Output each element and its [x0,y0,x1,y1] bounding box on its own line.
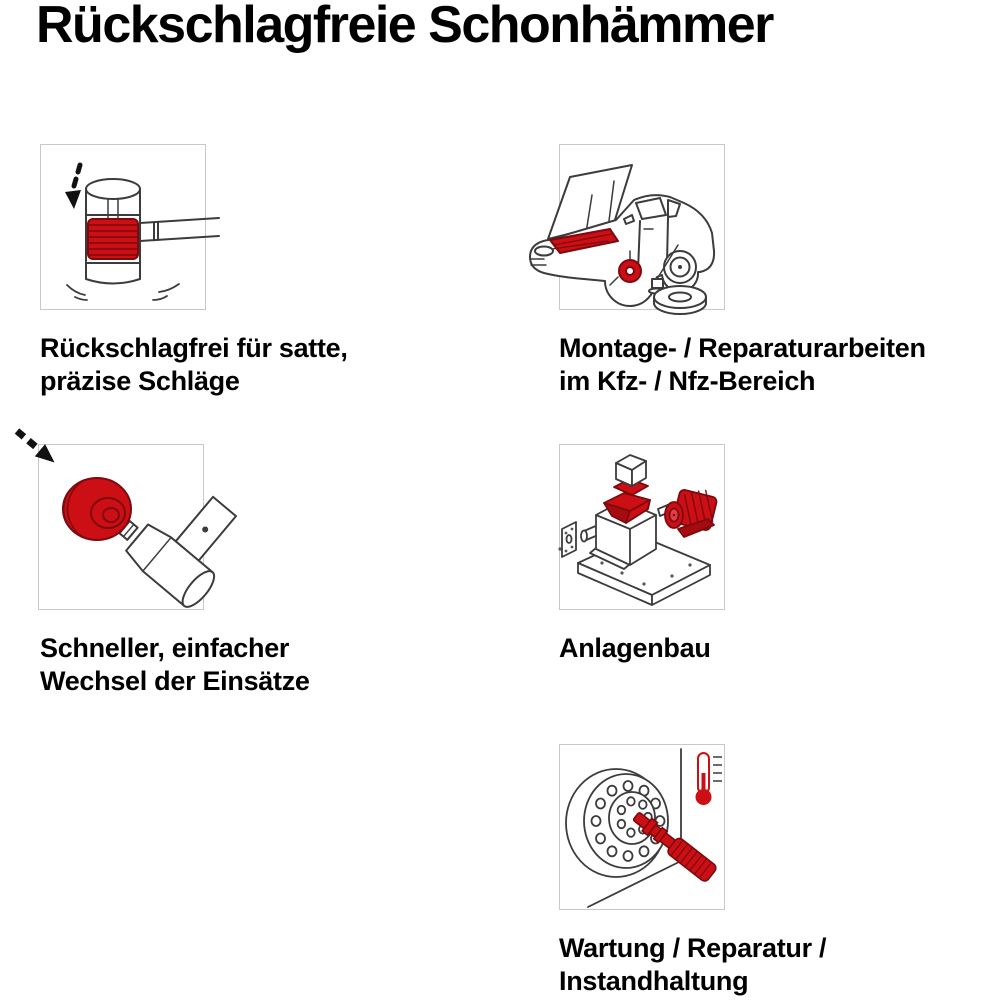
caption-line: Wartung / Reparatur / [559,933,827,963]
feature-cell-insert-change [38,444,458,824]
illustration-box [559,144,725,310]
page-title: Rückschlagfreie Schonhämmer [36,0,773,54]
caption-line: präzise Schläge [40,366,240,396]
feature-caption [559,332,926,398]
feature-caption [559,932,826,998]
dead-blow-hammer-icon [41,145,205,309]
car-repair-icon [560,145,724,309]
thermometer-icon [696,753,723,805]
illustration-box [40,144,206,310]
illustration-box [559,744,725,910]
caption-line: im Kfz- / Nfz-Bereich [559,366,816,396]
flange-maintenance-icon [560,745,724,909]
feature-caption [40,632,310,698]
feature-caption [40,332,348,398]
illustration-box [559,444,725,610]
machine-assembly-icon [560,445,724,609]
caption-line: Anlagenbau [559,633,711,663]
feature-caption [559,632,711,665]
caption-line: Schneller, einfacher [40,633,290,663]
hammer-insert-change-icon [39,445,203,609]
caption-line: Montage- / Reparaturarbeiten [559,333,926,363]
caption-line: Instandhaltung [559,966,749,996]
caption-line: Rückschlagfrei für satte, [40,333,348,363]
caption-line: Wechsel der Einsätze [40,666,310,696]
illustration-box [38,444,204,610]
feature-cell-maintenance [559,744,979,1000]
